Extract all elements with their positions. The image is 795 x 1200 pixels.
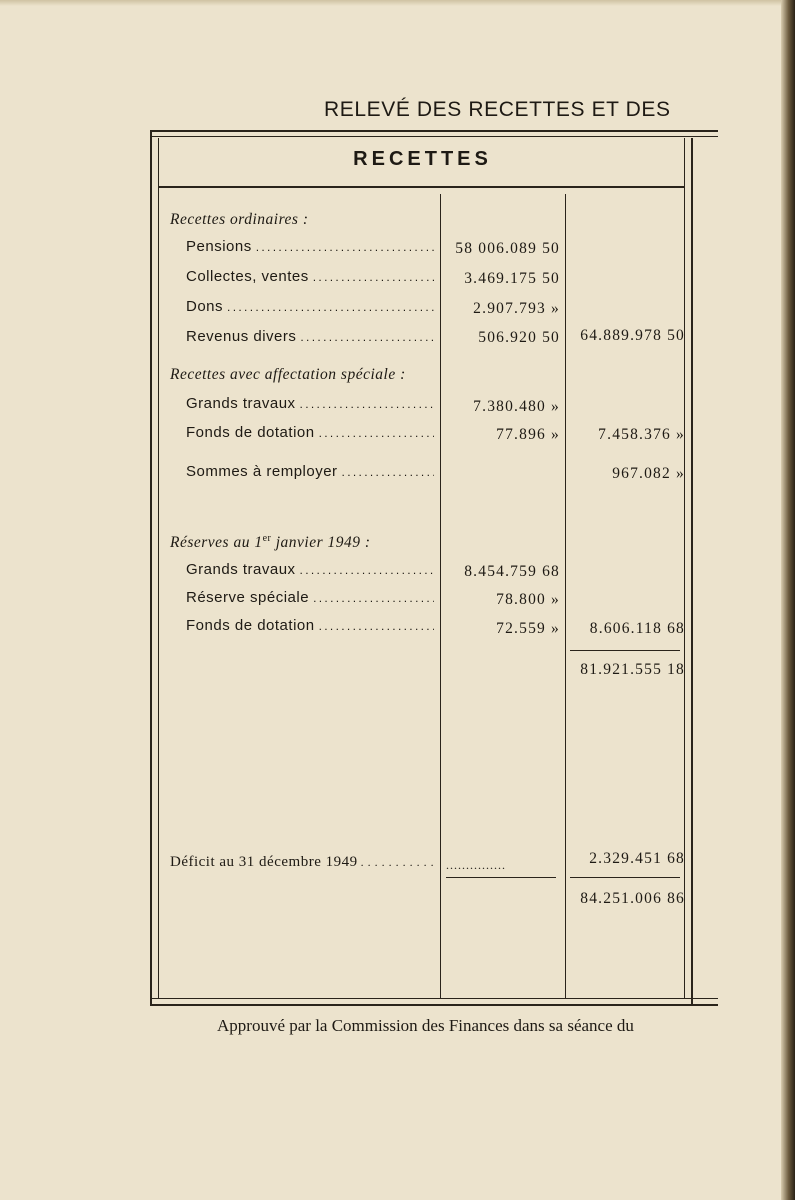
- row-label: Réserve spéciale: [186, 589, 310, 606]
- section-reserves-superscript: er: [262, 533, 272, 544]
- row-label: Fonds de dotation: [186, 617, 315, 634]
- row-grands-travaux: [186, 395, 434, 415]
- total-affectation-speciale: 7.458.376 »: [598, 426, 685, 443]
- row-label: Collectes, ventes: [186, 268, 309, 285]
- approval-note: Approuvé par la Commission des Finances dans sa séance du: [217, 1016, 634, 1035]
- heading-underline: [158, 186, 684, 188]
- section-reserves-prefix: Réserves au 1: [170, 534, 263, 552]
- amount-deficit: 2.329.451 68: [589, 850, 685, 867]
- subtotal-rule: [570, 650, 680, 651]
- row-label: Dons: [186, 298, 224, 315]
- amount-reserves-fonds-dotation: 72.559 »: [496, 620, 560, 637]
- total-reserves: 8.606.118 68: [589, 620, 685, 637]
- table-top-rule-inner: [150, 136, 718, 137]
- page-top-edge: [0, 0, 795, 6]
- section-reserves: [170, 533, 371, 552]
- amount-reserves-grands-travaux: 8.454.759 68: [464, 563, 560, 580]
- row-reserves-fonds-dotation: [186, 617, 434, 637]
- amount-dons: 2.907.793 »: [473, 300, 560, 317]
- row-revenus-divers: [186, 328, 434, 348]
- amount-pensions: 58 006.089 50: [455, 240, 560, 257]
- row-label: Grands travaux: [186, 561, 296, 578]
- section-reserves-suffix: janvier 1949 :: [271, 534, 371, 552]
- table-top-rule: [150, 130, 718, 132]
- amount-fonds-dotation: 77.896 »: [496, 426, 560, 443]
- total-recettes-ordinaires: 64.889.978 50: [580, 327, 685, 344]
- table-left-border: [150, 132, 152, 1004]
- table-bottom-rule: [150, 998, 718, 999]
- amount-reserve-speciale: 78.800 »: [496, 591, 560, 608]
- page-binding-edge: [781, 0, 795, 1200]
- deficit-leader-dots: ...............: [446, 858, 506, 872]
- column-heading-recettes: RECETTES: [353, 148, 492, 170]
- amount-revenus-divers: 506.920 50: [478, 329, 560, 346]
- row-label: Fonds de dotation: [186, 424, 315, 441]
- deficit-rule: [446, 877, 556, 878]
- row-sommes-remployer: [186, 463, 434, 483]
- row-deficit: [170, 854, 434, 874]
- section-recettes-ordinaires: Recettes ordinaires :: [170, 211, 309, 228]
- table-bottom-rule-outer: [150, 1004, 718, 1006]
- column-divider-2: [565, 194, 566, 998]
- row-collectes: [186, 268, 434, 288]
- amount-collectes: 3.469.175 50: [464, 270, 560, 287]
- row-label: Sommes à remployer: [186, 463, 338, 480]
- row-fonds-dotation: [186, 424, 434, 444]
- row-label: Pensions: [186, 238, 252, 255]
- grand-total: 84.251.006 86: [580, 890, 685, 907]
- section-affectation-speciale: Recettes avec affectation spéciale :: [170, 366, 406, 383]
- table-right-border: [691, 138, 693, 1004]
- row-reserve-speciale: [186, 589, 434, 609]
- table-left-border-inner: [158, 138, 159, 998]
- row-pensions: [186, 238, 434, 258]
- total-sommes-remployer: 967.082 »: [612, 465, 685, 482]
- row-reserves-grands-travaux: [186, 561, 434, 581]
- subtotal-recettes: 81.921.555 18: [580, 661, 685, 678]
- row-label: Déficit au 31 décembre 1949: [170, 854, 358, 870]
- page-title: RELEVÉ DES RECETTES ET DES: [324, 98, 671, 121]
- row-dons: [186, 298, 434, 318]
- table-right-border-inner: [684, 138, 685, 998]
- amount-grands-travaux: 7.380.480 »: [473, 398, 560, 415]
- row-label: Revenus divers: [186, 328, 297, 345]
- row-label: Grands travaux: [186, 395, 296, 412]
- total-rule: [570, 877, 680, 878]
